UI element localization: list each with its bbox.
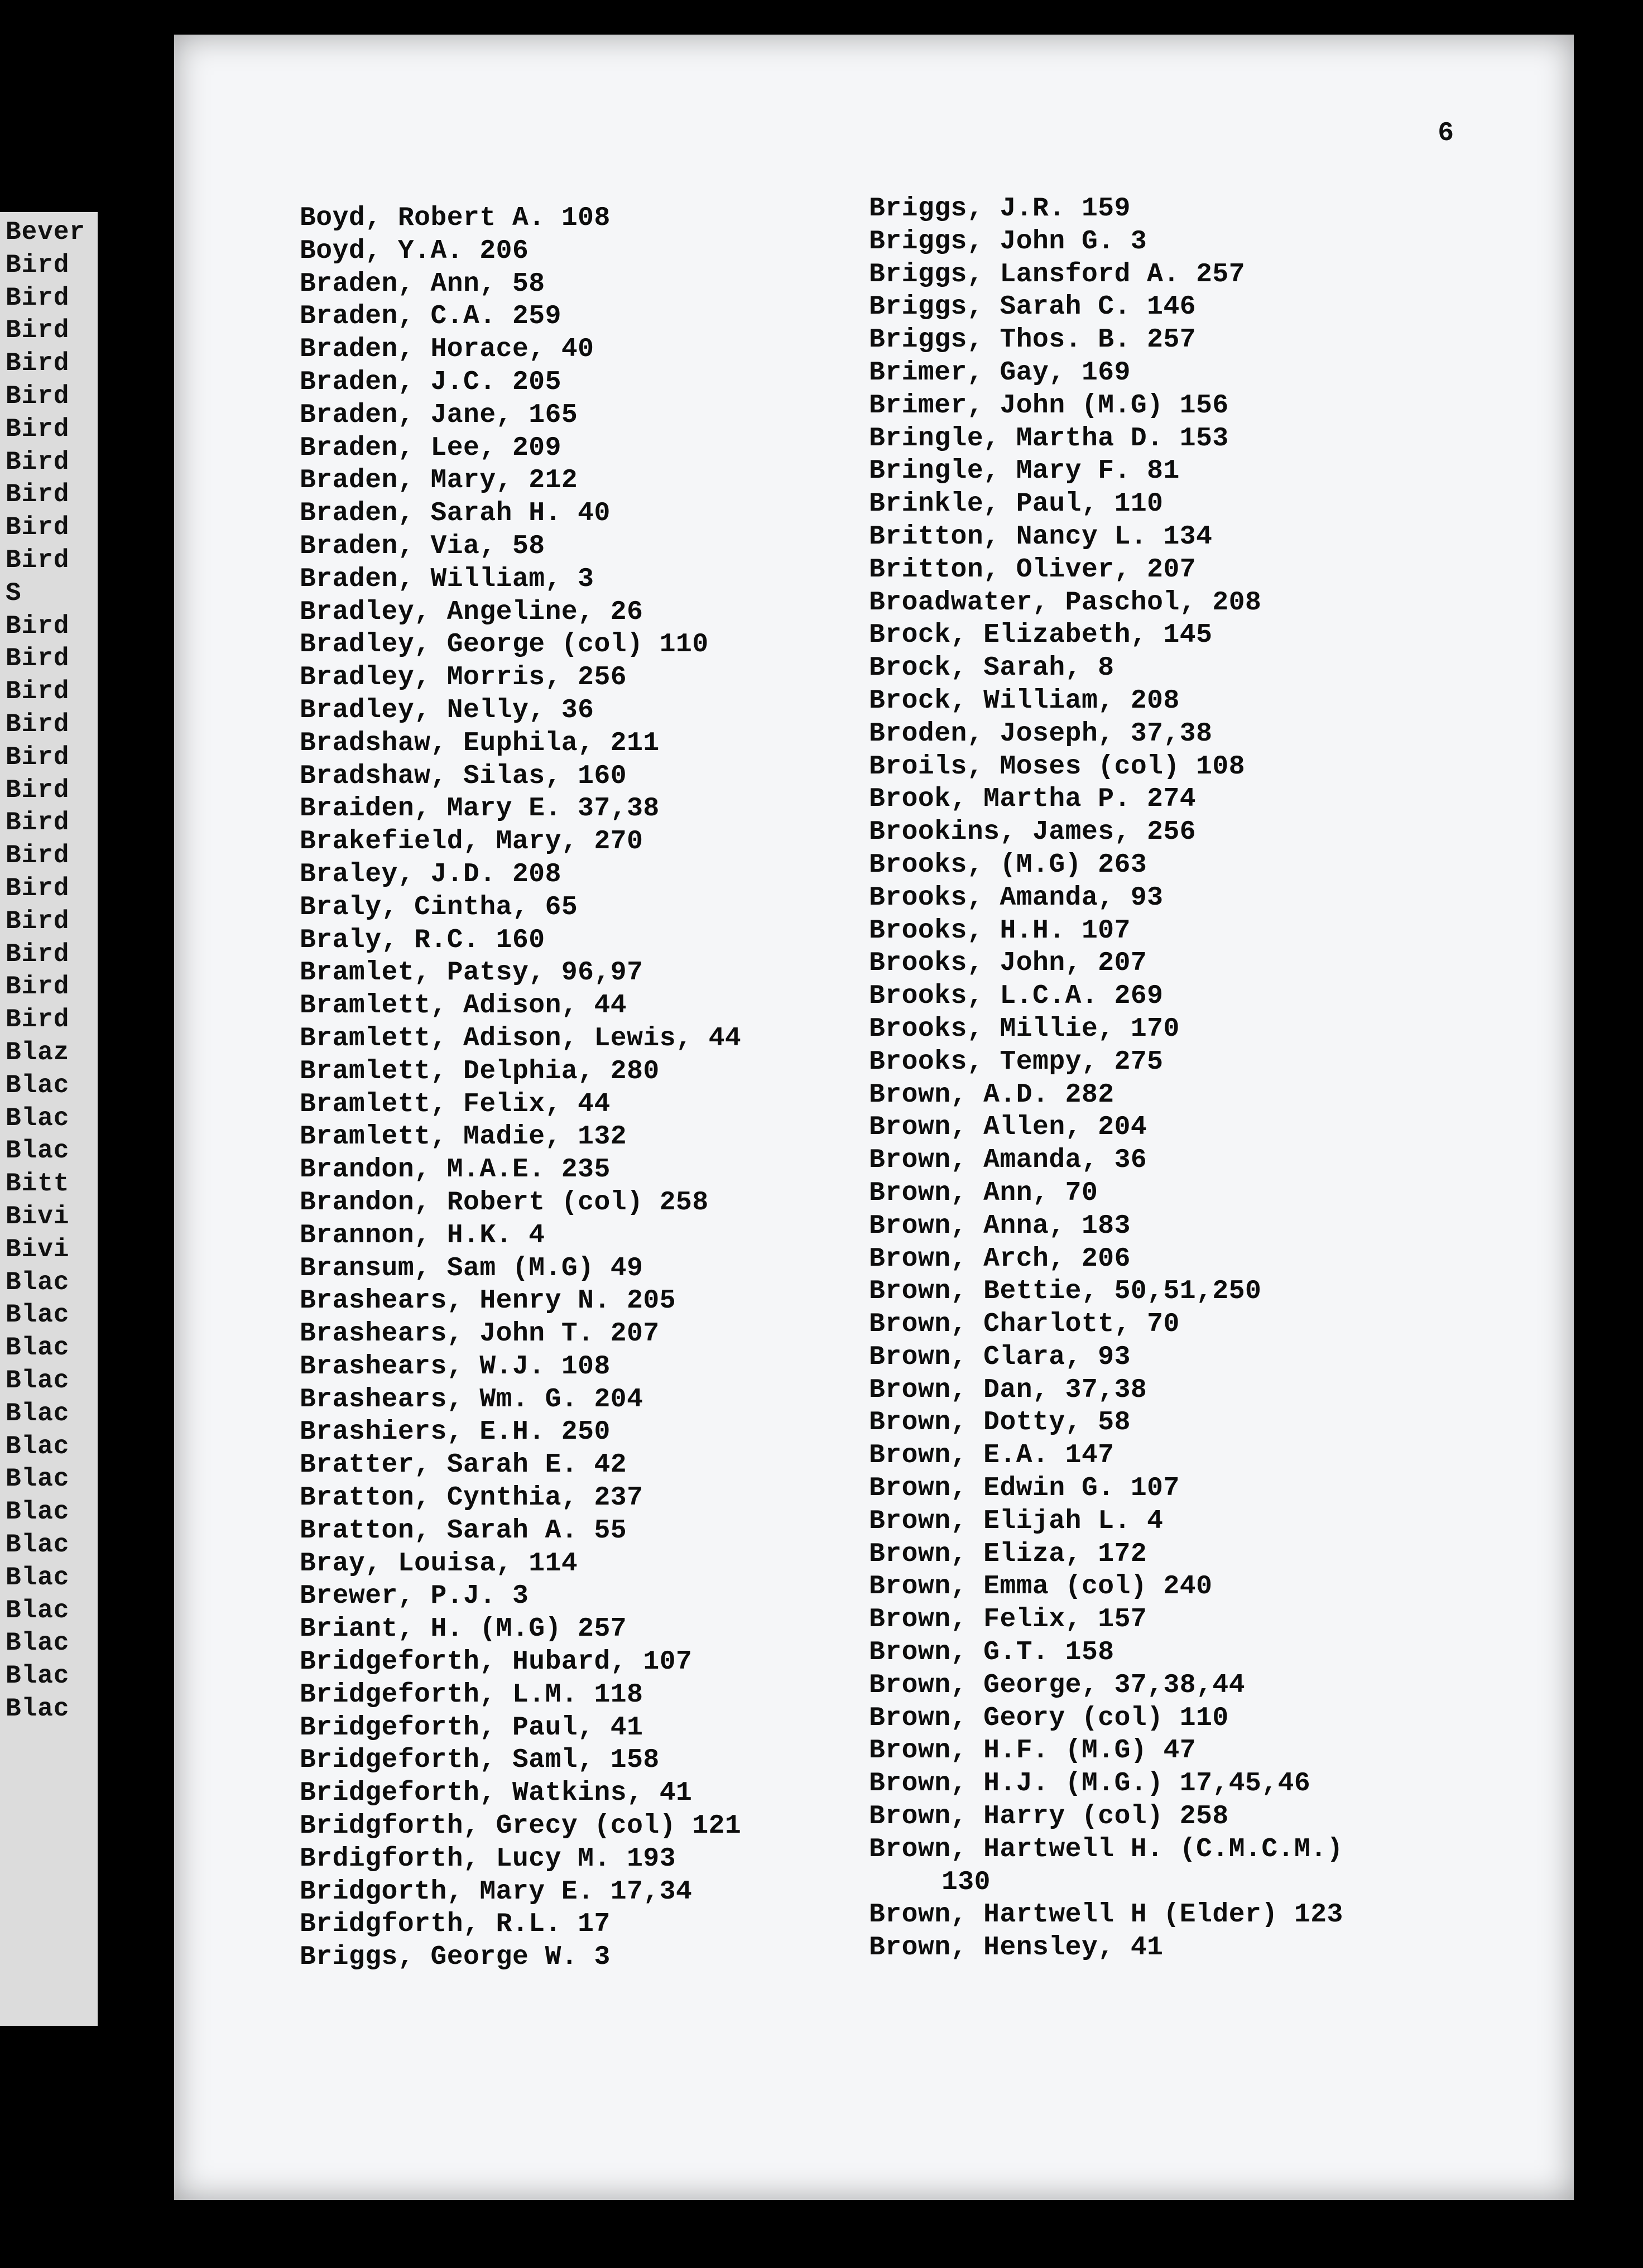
index-entry: Bringle, Martha D. 153 — [869, 423, 1229, 454]
index-entry: Bramlet, Patsy, 96,97 — [300, 958, 643, 988]
index-entry: Boyd, Y.A. 206 — [300, 236, 529, 266]
index-entry: Braly, R.C. 160 — [300, 925, 545, 955]
margin-fragment: Blac — [6, 1070, 70, 1100]
margin-fragment: Blac — [6, 1366, 70, 1395]
index-entry: Braden, Sarah H. 40 — [300, 498, 611, 529]
index-entry: Brakefield, Mary, 270 — [300, 827, 643, 857]
index-entry: Brooks, L.C.A. 269 — [869, 981, 1164, 1012]
index-entry: Broden, Joseph, 37,38 — [869, 718, 1213, 749]
margin-fragment: Bird — [6, 611, 70, 641]
index-entry: Brown, Emma (col) 240 — [869, 1572, 1213, 1602]
index-entry: Brooks, H.H. 107 — [869, 915, 1131, 946]
margin-fragment: Bird — [6, 414, 70, 444]
margin-fragment: Bird — [6, 349, 70, 378]
index-entry: Brown, Dan, 37,38 — [869, 1375, 1147, 1405]
index-entry: Brown, Edwin G. 107 — [869, 1473, 1180, 1504]
index-entry: Brooks, Millie, 170 — [869, 1013, 1180, 1044]
index-entry: Braden, Ann, 58 — [300, 268, 545, 299]
index-entry: Brown, Eliza, 172 — [869, 1539, 1147, 1569]
index-entry: Brookins, James, 256 — [869, 817, 1197, 848]
index-entry: Brown, Clara, 93 — [869, 1342, 1131, 1372]
margin-fragment: Blac — [6, 1694, 70, 1723]
index-entry: Braden, C.A. 259 — [300, 301, 561, 332]
index-entry: Bradley, George (col) 110 — [300, 630, 709, 660]
index-entry: Bradshaw, Silas, 160 — [300, 761, 627, 791]
index-entry: Brown, H.J. (M.G.) 17,45,46 — [869, 1769, 1311, 1799]
margin-fragment: Bird — [6, 808, 70, 838]
index-entry: Britton, Oliver, 207 — [869, 554, 1197, 585]
margin-fragment: Blac — [6, 1333, 70, 1363]
margin-fragment: Bird — [6, 906, 70, 936]
index-entry: Brandon, Robert (col) 258 — [300, 1187, 709, 1218]
index-entry: Bridgorth, Mary E. 17,34 — [300, 1876, 693, 1907]
margin-fragment: Bird — [6, 775, 70, 805]
index-entry: Bratton, Cynthia, 237 — [300, 1483, 643, 1513]
index-entry: Brooks, Amanda, 93 — [869, 882, 1164, 913]
index-entry: Bridgeforth, Hubard, 107 — [300, 1647, 693, 1678]
index-entry: Brown, George, 37,38,44 — [869, 1670, 1246, 1700]
index-entry: Brooks, Tempy, 275 — [869, 1046, 1164, 1077]
margin-fragment: Bird — [6, 382, 70, 411]
index-entry: Bridgeforth, L.M. 118 — [300, 1679, 643, 1710]
index-entry: Briggs, Thos. B. 257 — [869, 325, 1197, 355]
margin-fragment: Blac — [6, 1497, 70, 1527]
index-entry: Brown, Hartwell H (Elder) 123 — [869, 1900, 1343, 1930]
index-entry: Braden, Mary, 212 — [300, 465, 578, 496]
index-entry: Brooks, John, 207 — [869, 948, 1147, 979]
margin-fragment: Blac — [6, 1431, 70, 1461]
margin-fragment: Bird — [6, 447, 70, 477]
index-entry: Brashears, John T. 207 — [300, 1319, 660, 1349]
adjacent-page-edge — [0, 212, 98, 2026]
index-entry: Bramlett, Adison, Lewis, 44 — [300, 1023, 742, 1054]
index-entry: Briant, H. (M.G) 257 — [300, 1614, 627, 1645]
index-entry: Brock, Elizabeth, 145 — [869, 620, 1213, 651]
margin-fragment: Bird — [6, 677, 70, 707]
index-entry: Brdigforth, Lucy M. 193 — [300, 1843, 676, 1874]
margin-fragment: Bever — [6, 218, 86, 247]
margin-fragment: Bird — [6, 939, 70, 969]
index-entry: Brown, Hartwell H. (C.M.C.M.) — [869, 1834, 1343, 1865]
margin-fragment: Blac — [6, 1596, 70, 1625]
index-entry: Braden, Lee, 209 — [300, 433, 561, 463]
index-entry: Bratter, Sarah E. 42 — [300, 1450, 627, 1481]
index-entry: Briggs, John G. 3 — [869, 226, 1147, 257]
margin-fragment: Bird — [6, 742, 70, 772]
index-entry: Brashiers, E.H. 250 — [300, 1417, 611, 1448]
index-entry: Briggs, Lansford A. 257 — [869, 259, 1246, 290]
index-entry: Briggs, J.R. 159 — [869, 194, 1131, 224]
index-entry: Brown, Bettie, 50,51,250 — [869, 1276, 1262, 1307]
index-entry: Brown, G.T. 158 — [869, 1637, 1114, 1668]
index-entry: Brown, Anna, 183 — [869, 1210, 1131, 1241]
index-entry: Brown, Hensley, 41 — [869, 1933, 1164, 1963]
index-entry: Braiden, Mary E. 37,38 — [300, 794, 660, 824]
margin-fragment: Bird — [6, 1005, 70, 1035]
index-entry: Bringle, Mary F. 81 — [869, 456, 1180, 487]
margin-fragment: Blac — [6, 1563, 70, 1592]
index-entry: Brock, Sarah, 8 — [869, 653, 1114, 684]
margin-fragment: Bivi — [6, 1202, 70, 1231]
index-entry: Bramlett, Adison, 44 — [300, 991, 627, 1021]
margin-fragment: Blac — [6, 1628, 70, 1658]
index-entry: Brown, Felix, 157 — [869, 1604, 1147, 1635]
index-entry: Brashears, Wm. G. 204 — [300, 1384, 643, 1415]
index-entry: Brown, Ann, 70 — [869, 1178, 1098, 1208]
index-entry: Brown, Allen, 204 — [869, 1112, 1147, 1143]
margin-fragment: Bitt — [6, 1169, 70, 1199]
margin-fragment: Blac — [6, 1300, 70, 1330]
margin-fragment: Blac — [6, 1103, 70, 1133]
index-entry: Bradley, Morris, 256 — [300, 662, 627, 693]
index-entry: Bridgeforth, Paul, 41 — [300, 1712, 643, 1743]
index-entry: Broils, Moses (col) 108 — [869, 751, 1246, 782]
index-entry: Brown, Dotty, 58 — [869, 1407, 1131, 1438]
index-entry: Brown, Elijah L. 4 — [869, 1506, 1164, 1536]
index-entry: Brimer, John (M.G) 156 — [869, 390, 1229, 421]
index-entry: Brimer, Gay, 169 — [869, 357, 1131, 388]
margin-fragment: Blac — [6, 1464, 70, 1494]
index-entry: Brown, Geory (col) 110 — [869, 1703, 1229, 1733]
margin-fragment: Bird — [6, 513, 70, 542]
margin-fragment: Blac — [6, 1267, 70, 1297]
index-entry: Brook, Martha P. 274 — [869, 784, 1197, 815]
index-entry: Braden, Jane, 165 — [300, 400, 578, 430]
margin-fragment: Bird — [6, 283, 70, 313]
margin-fragment: Blac — [6, 1136, 70, 1166]
margin-fragment: Blac — [6, 1661, 70, 1691]
index-entry: Braden, Via, 58 — [300, 531, 545, 561]
index-entry: Bridgeforth, Watkins, 41 — [300, 1778, 693, 1809]
index-entry: Brown, Harry (col) 258 — [869, 1801, 1229, 1832]
index-entry: Brown, A.D. 282 — [869, 1079, 1114, 1110]
index-entry: Brown, H.F. (M.G) 47 — [869, 1736, 1197, 1766]
index-entry: Braden, William, 3 — [300, 564, 594, 594]
margin-fragment: S — [6, 578, 22, 608]
index-entry: Brandon, M.A.E. 235 — [300, 1155, 611, 1185]
index-entry: Boyd, Robert A. 108 — [300, 203, 611, 233]
index-entry: Britton, Nancy L. 134 — [869, 521, 1213, 552]
margin-fragment: Bird — [6, 316, 70, 345]
index-entry: Brown, Amanda, 36 — [869, 1145, 1147, 1176]
index-entry: Brewer, P.J. 3 — [300, 1581, 529, 1612]
index-entry: Brock, William, 208 — [869, 685, 1180, 716]
index-entry: Brown, Charlott, 70 — [869, 1309, 1180, 1340]
margin-fragment: Bird — [6, 874, 70, 903]
index-column-left — [300, 202, 741, 1974]
index-entry: 130 — [941, 1867, 991, 1897]
document-page — [174, 35, 1574, 2200]
index-entry: Bratton, Sarah A. 55 — [300, 1515, 627, 1546]
index-entry: Braly, Cintha, 65 — [300, 892, 578, 922]
margin-fragment: Bird — [6, 480, 70, 510]
index-entry: Brooks, (M.G) 263 — [869, 849, 1147, 880]
index-entry: Braden, J.C. 205 — [300, 367, 561, 397]
index-column-right — [869, 193, 1343, 1964]
margin-fragment: Blaz — [6, 1038, 70, 1067]
index-entry: Bramlett, Felix, 44 — [300, 1089, 611, 1119]
index-entry: Braden, Horace, 40 — [300, 334, 594, 365]
page-number: 6 — [1438, 118, 1454, 148]
index-entry: Briggs, George W. 3 — [300, 1942, 611, 1973]
index-entry: Bradley, Angeline, 26 — [300, 597, 643, 627]
margin-fragment: Blac — [6, 1530, 70, 1559]
index-entry: Bradley, Nelly, 36 — [300, 695, 594, 725]
margin-fragment: Bird — [6, 972, 70, 1002]
index-entry: Bramlett, Delphia, 280 — [300, 1056, 660, 1087]
index-entry: Broadwater, Paschol, 208 — [869, 587, 1262, 618]
index-entry: Bransum, Sam (M.G) 49 — [300, 1253, 643, 1284]
index-entry: Bray, Louisa, 114 — [300, 1548, 578, 1579]
index-entry: Brown, E.A. 147 — [869, 1440, 1114, 1471]
margin-fragment: Bird — [6, 644, 70, 674]
index-entry: Brashears, W.J. 108 — [300, 1351, 611, 1382]
index-entry: Brown, Arch, 206 — [869, 1243, 1131, 1274]
index-entry: Briggs, Sarah C. 146 — [869, 292, 1197, 323]
index-entry: Brinkle, Paul, 110 — [869, 489, 1164, 520]
index-entry: Bridgeforth, Saml, 158 — [300, 1745, 660, 1776]
margin-fragment: Bird — [6, 250, 70, 280]
index-entry: Brashears, Henry N. 205 — [300, 1286, 676, 1316]
index-entry: Braley, J.D. 208 — [300, 859, 561, 890]
index-entry: Brannon, H.K. 4 — [300, 1220, 545, 1251]
margin-fragment: Bird — [6, 710, 70, 739]
index-entry: Bridgforth, Grecy (col) 121 — [300, 1811, 742, 1842]
margin-fragment: Bivi — [6, 1234, 70, 1264]
margin-fragment: Blac — [6, 1399, 70, 1428]
index-entry: Bramlett, Madie, 132 — [300, 1122, 627, 1152]
margin-fragment: Bird — [6, 841, 70, 871]
margin-fragment: Bird — [6, 546, 70, 575]
index-entry: Bridgforth, R.L. 17 — [300, 1909, 611, 1940]
index-entry: Bradshaw, Euphila, 211 — [300, 728, 660, 758]
